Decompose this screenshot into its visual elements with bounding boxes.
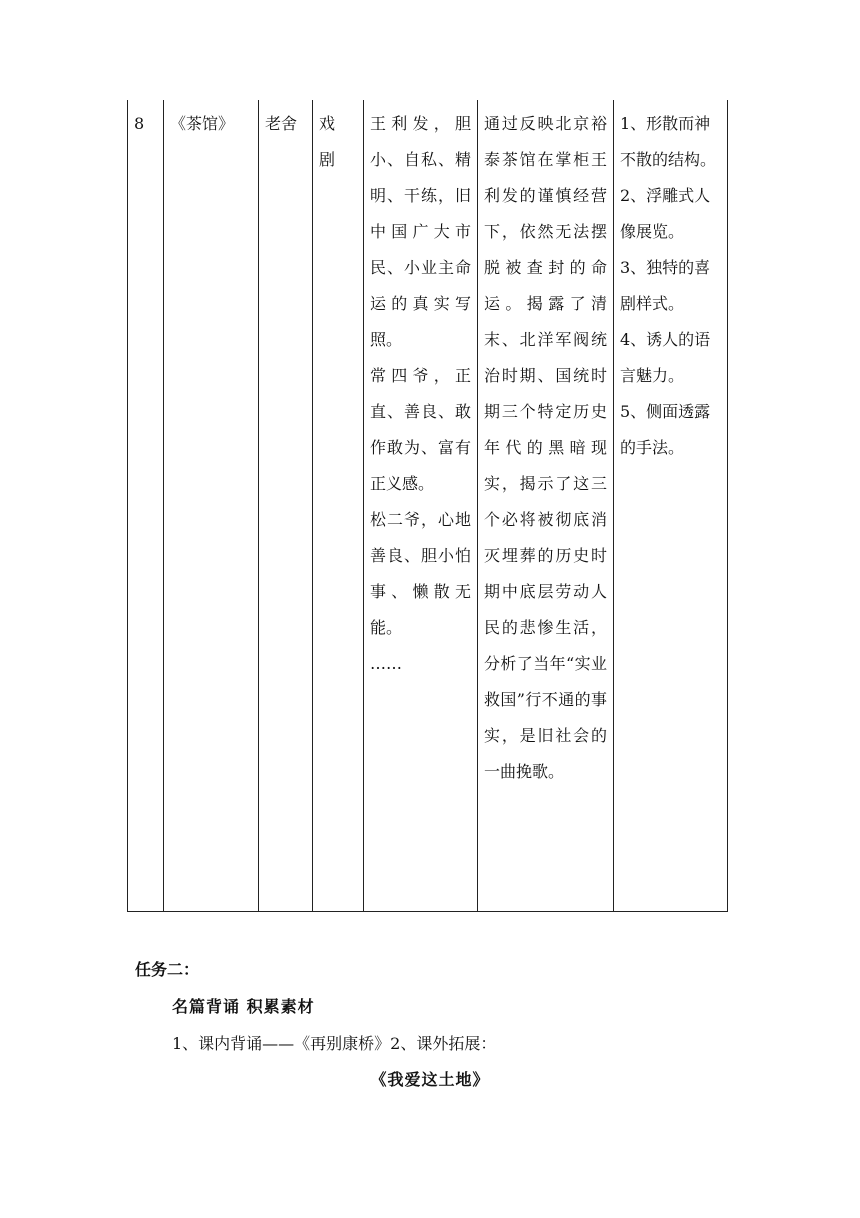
feature-item: 2、浮雕式人像展览。: [620, 186, 711, 241]
task-heading: 任务二：: [135, 960, 200, 979]
characters-cell: [364, 100, 478, 912]
character-desc: 常四爷，正直、善良、敢作敢为、富有正义感。: [370, 366, 471, 493]
table-row: [128, 100, 728, 912]
work-author: 老舍: [259, 100, 313, 912]
feature-item: 1、形散而神不散的结构。: [620, 114, 717, 169]
poem-title: 《我爱这土地》: [370, 1070, 490, 1089]
task-subheading: 名篇背诵 积累素材: [172, 997, 315, 1016]
features-cell: [614, 100, 728, 912]
works-table-fragment: [127, 100, 727, 912]
task-instructions: 1、课内背诵——《再别康桥》2、课外拓展：: [172, 1034, 497, 1053]
character-desc: 王利发，胆小、自私、精明、干练，旧中国广大市民、小业主命运的真实写照。: [370, 114, 471, 349]
character-desc: 松二爷，心地善良、胆小怕事、懒散无能。: [370, 510, 471, 637]
work-genre: 戏剧: [313, 100, 364, 912]
theme-cell: 通过反映北京裕泰茶馆在掌柜王利发的谨慎经营下，依然无法摆脱被查封的命运。揭露了清末、北洋军阀统治时期、国统时期三个特定历史年代的黑暗现实，揭示了这三个必将被彻底消灭埋葬的历史时期中底层劳动人民的悲惨生活，分析了当年“实业救国”行不通的事实，是旧社会的一曲挽歌。: [478, 100, 614, 912]
row-number: 8: [128, 100, 164, 912]
feature-item: 4、诱人的语言魅力。: [620, 330, 711, 385]
works-table: [127, 100, 728, 912]
ellipsis: ……: [370, 654, 402, 673]
feature-item: 5、侧面透露的手法。: [620, 402, 711, 457]
feature-item: 3、独特的喜剧样式。: [620, 258, 711, 313]
work-title: 《茶馆》: [164, 100, 259, 912]
